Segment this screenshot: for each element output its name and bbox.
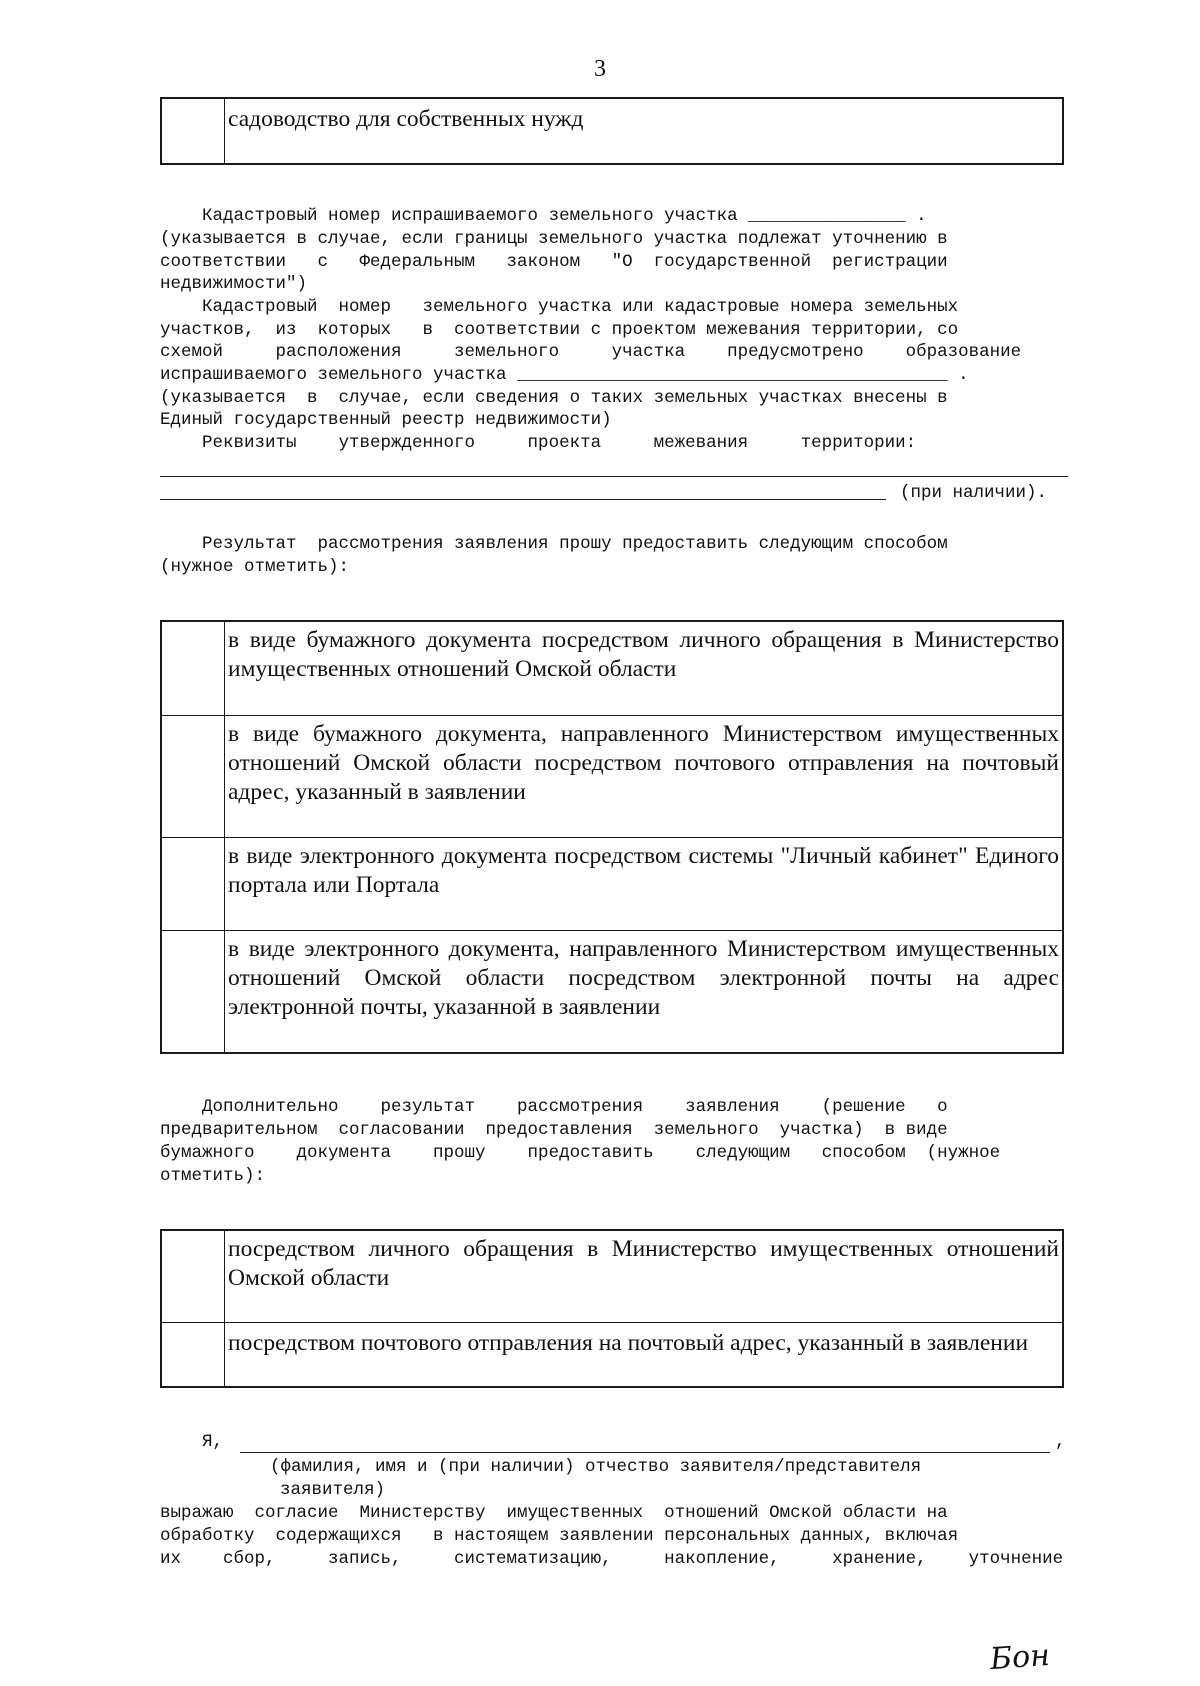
consent-line-1: выражаю согласие Министерству имущественных отношений Омской области на	[160, 1503, 948, 1523]
checkbox-cell[interactable]	[162, 931, 225, 1052]
option-text: посредством почтового отправления на почтовый адрес, указанный в заявлении	[228, 1330, 1029, 1356]
cadastral-line-5: Кадастровый номер земельного участка или кадастровые номера земельных	[160, 297, 959, 317]
applicant-name-line[interactable]	[240, 1452, 1050, 1453]
option-text: в виде бумажного документа, направленного Министерством имущественных отношений Омской области посредством почтового отправления на почтовый адрес, указанный в заявлении	[228, 721, 1059, 805]
cadastral-line-1: Кадастровый номер испрашиваемого земельного участка _______________ .	[160, 206, 927, 226]
result-method-table	[160, 620, 1064, 1054]
table-row	[162, 715, 1062, 837]
additional-method-table	[160, 1229, 1064, 1388]
consent-ya: Я,	[160, 1432, 224, 1452]
checkbox-cell[interactable]	[162, 1323, 225, 1386]
consent-line-3: их сбор, запись, систематизацию, накопление, хранение, уточнение	[160, 1549, 1064, 1569]
table-row	[162, 930, 1062, 1052]
checkbox-cell[interactable]	[162, 1231, 225, 1322]
blank-line[interactable]	[160, 476, 1068, 477]
table-row	[162, 1322, 1062, 1386]
cadastral-line-7: схемой расположения земельного участка предусмотрено образование	[160, 342, 1022, 362]
blank-line[interactable]	[160, 499, 886, 500]
consent-line-2: обработку содержащихся в настоящем заявлении персональных данных, включая	[160, 1526, 959, 1546]
consent-hint-2: заявителя)	[280, 1480, 386, 1500]
table-row	[162, 1231, 1062, 1322]
result-line-1: Результат рассмотрения заявления прошу предоставить следующим способом	[160, 534, 948, 554]
table-row	[162, 837, 1062, 930]
additional-line-1: Дополнительно результат рассмотрения заявления (решение о	[160, 1097, 948, 1117]
checkbox-cell[interactable]	[162, 622, 225, 715]
purpose-table	[160, 97, 1064, 165]
checkbox-cell[interactable]	[162, 716, 225, 837]
cadastral-line-4: недвижимости")	[160, 274, 308, 294]
option-text: в виде электронного документа, направленного Министерством имущественных отношений Омской области посредством электронной почты на адрес электронной почты, указанной в заявлении	[228, 936, 1059, 1020]
cadastral-line-12: (при наличии).	[900, 483, 1048, 503]
option-text: посредством личного обращения в Министерство имущественных отношений Омской области	[228, 1236, 1059, 1291]
additional-line-2: предварительном согласовании предоставления земельного участка) в виде	[160, 1120, 948, 1140]
cadastral-line-6: участков, из которых в соответствии с проектом межевания территории, со	[160, 320, 959, 340]
handwritten-signature: Бон	[988, 1637, 1052, 1678]
page-number: 3	[594, 56, 606, 82]
cadastral-line-10: Единый государственный реестр недвижимости)	[160, 410, 612, 430]
cadastral-line-11: Реквизиты утвержденного проекта межевания территории:	[160, 433, 917, 453]
cadastral-line-8: испрашиваемого земельного участка _________________________________________ .	[160, 365, 969, 385]
cadastral-line-9: (указывается в случае, если сведения о таких земельных участках внесены в	[160, 388, 948, 408]
additional-line-3: бумажного документа прошу предоставить следующим способом (нужное	[160, 1143, 1001, 1163]
cadastral-line-2: (указывается в случае, если границы земельного участка подлежат уточнению в	[160, 229, 948, 249]
option-text: садоводство для собственных нужд	[228, 106, 584, 132]
cadastral-line-3: соответствии с Федеральным законом "О государственной регистрации	[160, 252, 948, 272]
checkbox-cell[interactable]	[162, 99, 225, 163]
consent-hint-1: (фамилия, имя и (при наличии) отчество заявителя/представителя	[270, 1457, 922, 1477]
table-row	[162, 622, 1062, 715]
table-row	[162, 99, 1062, 163]
consent-comma: ,	[1055, 1432, 1066, 1452]
checkbox-cell[interactable]	[162, 838, 225, 930]
option-text: в виде электронного документа посредством системы "Личный кабинет" Единого портала или Портала	[228, 843, 1059, 898]
result-line-2: (нужное отметить):	[160, 557, 350, 577]
additional-line-4: отметить):	[160, 1166, 266, 1186]
option-text: в виде бумажного документа посредством личного обращения в Министерство имущественных отношений Омской области	[228, 627, 1059, 682]
